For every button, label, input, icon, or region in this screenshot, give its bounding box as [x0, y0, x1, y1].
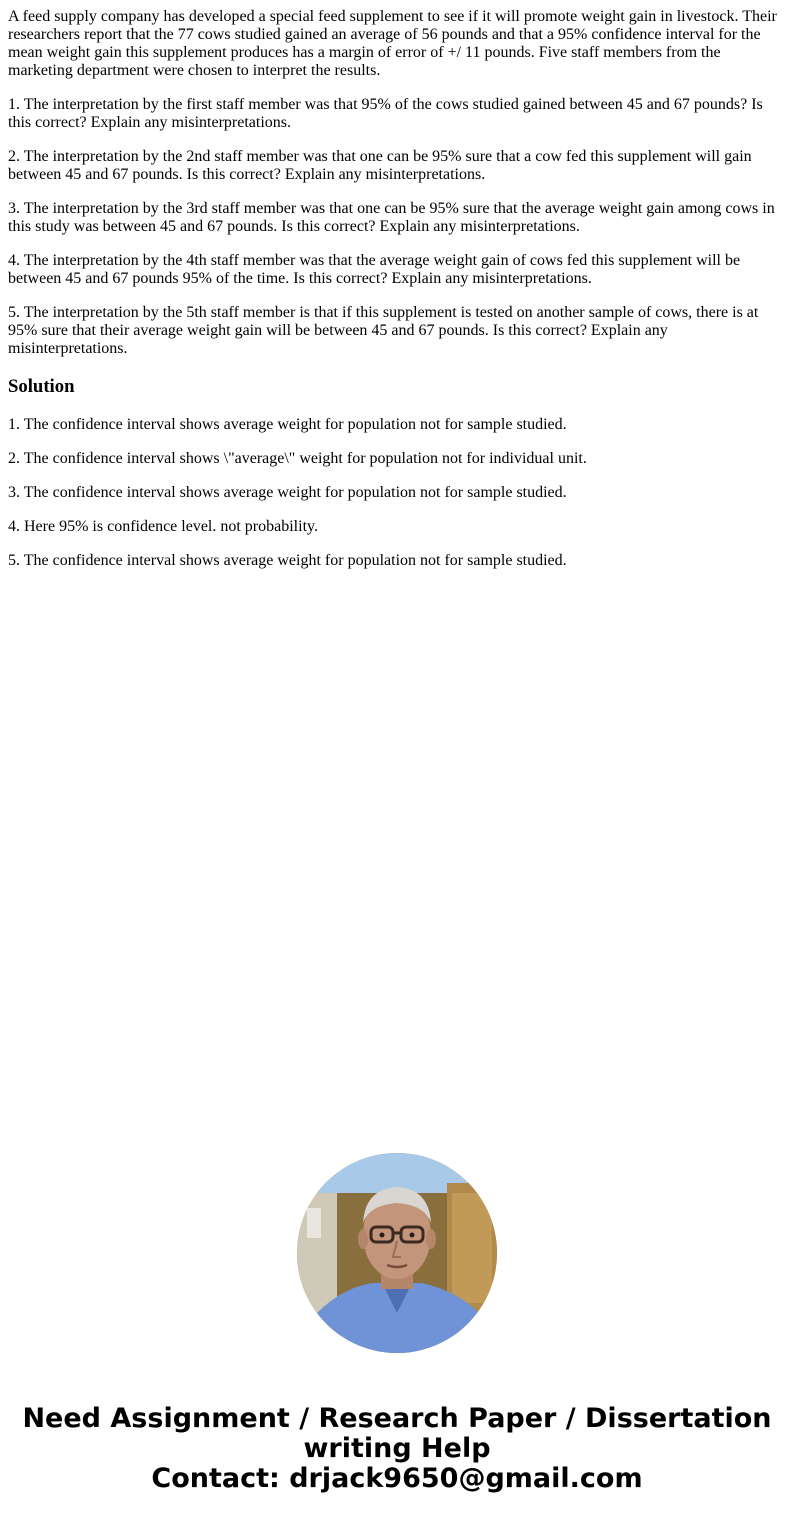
- question-intro: A feed supply company has developed a special feed supplement to see if it will promote weight gain in livestock. Their researchers report that the 77 cows studied gained an average of 56 pounds and that a 95% confidence interval for the mean weight gain this supplement produces has a margin of error of +/ 11 pounds. Five staff members from the marketing department were chosen to interpret the results.: [8, 8, 777, 79]
- author-avatar: [297, 1153, 497, 1353]
- solution-item-3: 3. The confidence interval shows average weight for population not for sample studied.: [8, 484, 567, 501]
- footer-line-2: writing Help: [303, 1433, 491, 1464]
- solution-item-1: 1. The confidence interval shows average weight for population not for sample studied.: [8, 416, 567, 433]
- author-portrait-image: [297, 1153, 497, 1353]
- footer-contact-banner: [0, 1404, 794, 1494]
- footer-contact-email: Contact: drjack9650@gmail.com: [151, 1463, 643, 1494]
- solution-heading: Solution: [8, 376, 75, 397]
- question-item-5: 5. The interpretation by the 5th staff member is that if this supplement is tested on another sample of cows, there is at 95% sure that their average weight gain will be between 45 and 67 pounds. Is this correct? Explain any misinterpretations.: [8, 304, 759, 357]
- footer-line-1: Need Assignment / Research Paper / Dissertation: [22, 1403, 772, 1434]
- solution-item-2: 2. The confidence interval shows \"average\" weight for population not for individual unit.: [8, 450, 587, 467]
- question-item-3: 3. The interpretation by the 3rd staff member was that one can be 95% sure that the average weight gain among cows in this study was between 45 and 67 pounds. Is this correct? Explain any misinterpretations.: [8, 200, 775, 235]
- question-item-1: 1. The interpretation by the first staff member was that 95% of the cows studied gained between 45 and 67 pounds? Is this correct? Explain any misinterpretations.: [8, 96, 763, 131]
- solution-item-4: 4. Here 95% is confidence level. not probability.: [8, 518, 318, 535]
- solution-item-5: 5. The confidence interval shows average weight for population not for sample studied.: [8, 552, 567, 569]
- document-body: [8, 8, 784, 586]
- question-item-2: 2. The interpretation by the 2nd staff member was that one can be 95% sure that a cow fed this supplement will gain between 45 and 67 pounds. Is this correct? Explain any misinterpretations.: [8, 148, 752, 183]
- question-item-4: 4. The interpretation by the 4th staff member was that the average weight gain of cows fed this supplement will be between 45 and 67 pounds 95% of the time. Is this correct? Explain any misinterpretations.: [8, 252, 741, 287]
